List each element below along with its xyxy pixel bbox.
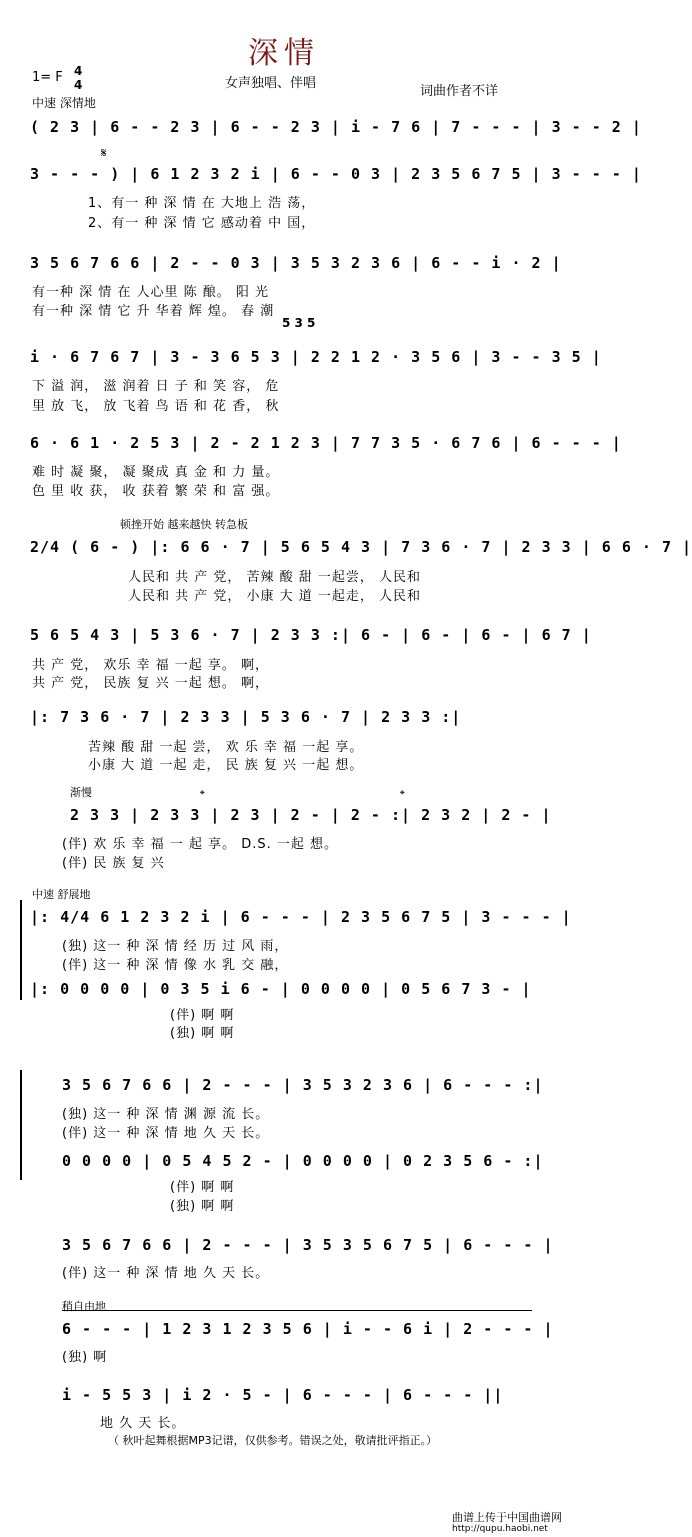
watermark-cn: 曲谱上传于中国曲谱网 [452,1511,562,1524]
footer-note: （ 秋叶起舞根据MP3记谱，仅供参考。错误之处，敬请批评指正。） [108,1434,438,1447]
key-signature: 1= F [32,70,63,85]
system-6-lyric-1: 人民和 共 产 党， 苦辣 酸 甜 一起尝， 人民和 [128,570,422,585]
author: 词曲作者不详 [420,84,499,99]
coda-sign-2: 𝄌 [400,788,405,803]
segno-sign: 𝄋 [101,146,107,161]
system-15-notes: 6 - - - | 1 2 3 1 2 3 5 6 | i - - 6 i | 2 - - - | [62,1320,554,1338]
page-title: 深情 [248,36,320,71]
system-5-lyric-1: 难 时 凝 聚， 凝 聚成 真 金 和 力 量。 [32,465,280,480]
system-11-lyric-1: (伴) 啊 啊 [170,1008,235,1023]
system-1-notes: ( 2 3 | 6 - - 2 3 | 6 - - 2 3 | i - 7 6 | 7 - - - | 3 - - 2 | [30,118,642,136]
system-8-lyric-2: 小康 大 道 一起 走， 民 族 复 兴 一起 想。 [88,758,364,773]
system-14-notes: 3 5 6 7 6 6 | 2 - - - | 3 5 3 5 6 7 5 | 6 - - - | [62,1236,554,1254]
system-2-notes: 3 - - - ) | 6 1 2 3 2 i | 6 - - 0 3 | 2 3 5 6 7 5 | 3 - - - | [30,165,642,183]
system-13-notes: 0 0 0 0 | 0 5 4 5 2 - | 0 0 0 0 | 0 2 3 5 6 - :| [62,1152,544,1170]
tempo-marking-1: 顿挫开始 越来越快 转急板 [120,518,248,531]
system-12-lyric-1: (独) 这一 种 深 情 渊 源 流 长。 [62,1107,270,1122]
system-13-lyric-1: (伴) 啊 啊 [170,1180,235,1195]
system-13-lyric-2: (独) 啊 啊 [170,1199,235,1214]
system-14-lyric-1: (伴) 这一 种 深 情 地 久 天 长。 [62,1266,270,1281]
system-3-notes: 3 5 6 7 6 6 | 2 - - 0 3 | 3 5 3 2 3 6 | 6 - - i · 2 | [30,254,562,272]
system-15-lyric-1: (独) 啊 [62,1350,108,1365]
system-7-lyric-2: 共 产 党， 民族 复 兴 一起 想。 啊， [32,676,270,691]
tempo-marking-4: 稍自由地 [62,1300,106,1313]
system-4-notes: i · 6 7 6 7 | 3 - 3 6 5 3 | 2 2 1 2 · 3 5 6 | 3 - - 3 5 | [30,348,602,366]
system-11-lyric-2: (独) 啊 啊 [170,1026,235,1041]
system-3-lyric-1: 有一种 深 情 在 人心里 陈 酿。 阳 光 [32,285,270,300]
time-bottom: 4 [74,78,83,92]
system-5-lyric-2: 色 里 收 获， 收 获着 繁 荣 和 富 强。 [32,484,280,499]
system-6-notes: 2/4 ( 6 - ) |: 6 6 · 7 | 5 6 5 4 3 | 7 3 6 · 7 | 2 3 3 | 6 6 · 7 | [30,538,692,556]
system-5-notes: 6 · 6 1 · 2 5 3 | 2 - 2 1 2 3 | 7 7 3 5 · 6 7 6 | 6 - - - | [30,434,622,452]
system-12-lyric-2: (伴) 这一 种 深 情 地 久 天 长。 [62,1126,270,1141]
system-12-notes: 3 5 6 7 6 6 | 2 - - - | 3 5 3 2 3 6 | 6 - - - :| [62,1076,544,1094]
tempo-line [62,1310,532,1311]
system-3-lyric-2: 有一种 深 情 它 升 华着 辉 煌。 春 潮 [32,304,275,319]
system-bracket-1 [20,900,22,1000]
system-10-notes: |: 4/4 6 1 2 3 2 i | 6 - - - | 2 3 5 6 7 5 | 3 - - - | [30,908,572,926]
system-2-lyric-1: 1、有一 种 深 情 在 大地上 浩 荡， [88,196,316,211]
system-bracket-2 [20,1070,22,1180]
system-4-lyric-2: 里 放 飞， 放 飞着 鸟 语 和 花 香， 秋 [32,399,280,414]
harmony-notes: 5 3 5 [282,316,316,330]
coda-sign-1: 𝄌 [200,788,205,803]
system-11-notes: |: 0 0 0 0 | 0 3 5 i 6 - | 0 0 0 0 | 0 5 6 7 3 - | [30,980,532,998]
tempo-marking-2: 渐慢 [70,786,92,799]
system-7-lyric-1: 共 产 党， 欢乐 幸 福 一起 享。 啊， [32,658,270,673]
system-2-lyric-2: 2、有一 种 深 情 它 感动着 中 国， [88,216,316,231]
watermark-url: http://qupu.haobi.net [452,1524,548,1534]
tempo-marking-3: 中速 舒展地 [32,888,91,901]
system-16-notes: i - 5 5 3 | i 2 · 5 - | 6 - - - | 6 - - - || [62,1386,504,1404]
system-8-notes: |: 7 3 6 · 7 | 2 3 3 | 5 3 6 · 7 | 2 3 3 :| [30,708,462,726]
system-9-lyric-1: (伴) 欢 乐 幸 福 一 起 享。 D.S. 一起 想。 [62,837,338,852]
style-marking: 中速 深情地 [32,96,96,110]
system-6-lyric-2: 人民和 共 产 党， 小康 大 道 一起走， 人民和 [128,589,422,604]
system-10-lyric-1: (独) 这一 种 深 情 经 历 过 风 雨， [62,939,289,954]
time-top: 4 [74,64,83,78]
system-9-notes: 2 3 3 | 2 3 3 | 2 3 | 2 - | 2 - :| 2 3 2 | 2 - | [70,806,552,824]
singers: 女声独唱、伴唱 [225,76,317,91]
system-8-lyric-1: 苦辣 酸 甜 一起 尝， 欢 乐 幸 福 一起 享。 [88,740,364,755]
system-16-lyric-1: 地 久 天 长。 [100,1416,186,1431]
system-9-lyric-2: (伴) 民 族 复 兴 [62,856,165,871]
system-4-lyric-1: 下 溢 润， 滋 润着 日 子 和 笑 容， 危 [32,379,280,394]
system-7-notes: 5 6 5 4 3 | 5 3 6 · 7 | 2 3 3 :| 6 - | 6 - | 6 - | 6 7 | [30,626,592,644]
system-10-lyric-2: (伴) 这一 种 深 情 像 水 乳 交 融， [62,958,289,973]
